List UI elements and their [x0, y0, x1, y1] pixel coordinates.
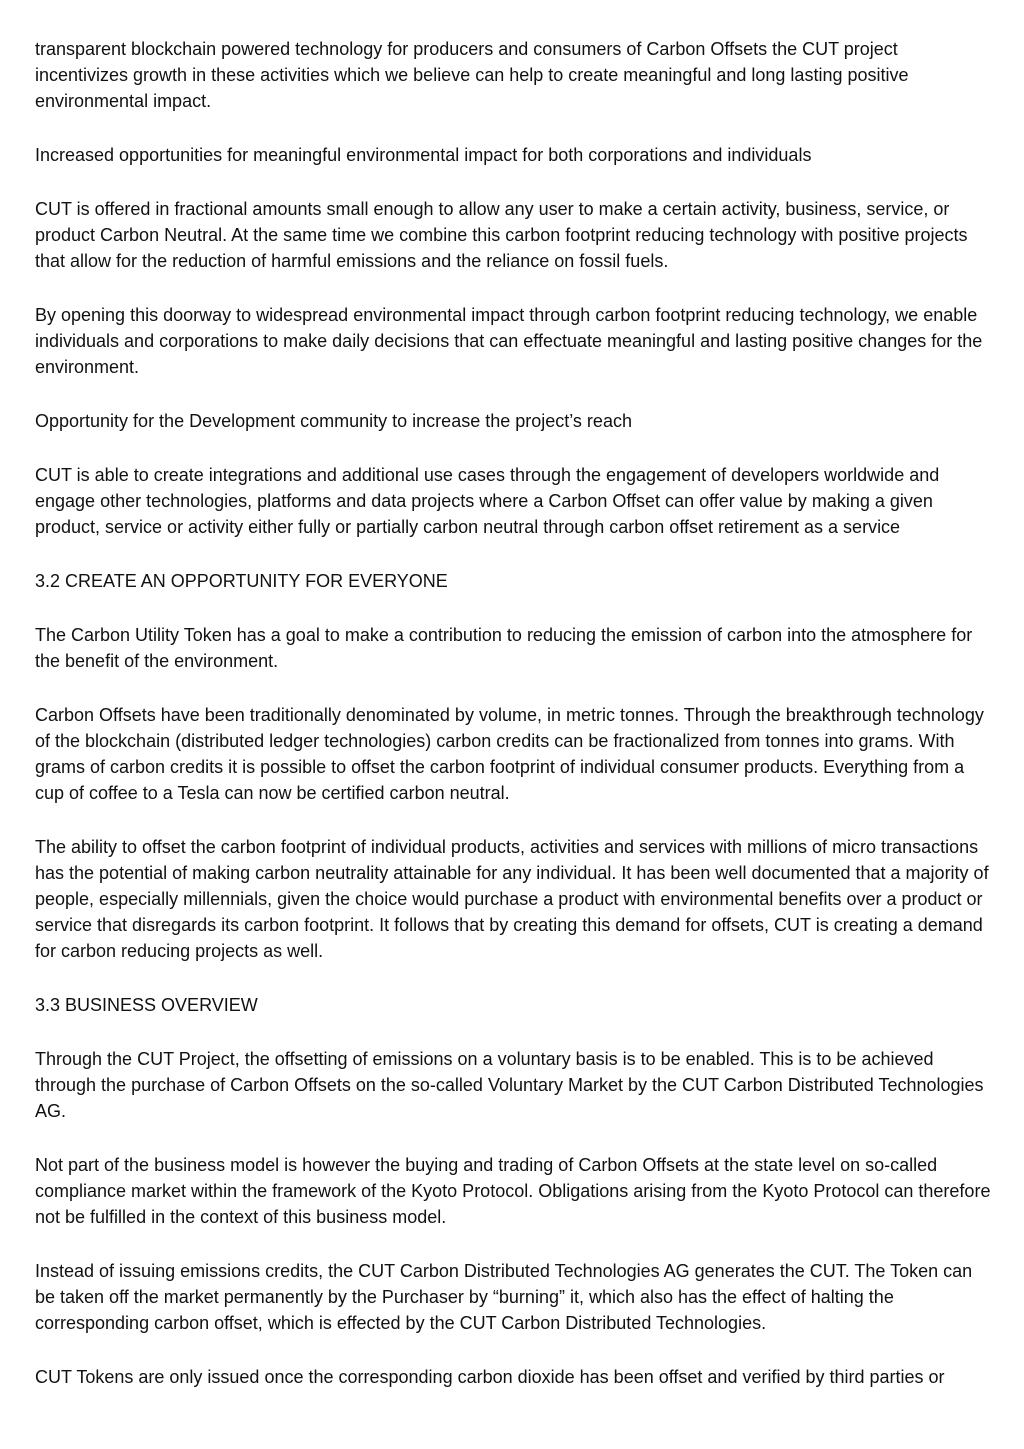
paragraph-token-issuance: CUT Tokens are only issued once the corresponding carbon dioxide has been offset and verified by third parties or — [35, 1367, 945, 1387]
section-heading-3-2: 3.2 CREATE AN OPPORTUNITY FOR EVERYONE — [35, 571, 448, 591]
paragraph-fractional-amounts: CUT is offered in fractional amounts small enough to allow any user to make a certain activity, business, service, or product Carbon Neutral. At the same time we combine this carbon footprint reducing technology with positive projects that allow for the reduction of harmful emissions and the reliance on fossil fuels. — [35, 199, 968, 271]
paragraph-intro-continued: transparent blockchain powered technology for producers and consumers of Carbon Offsets the CUT project incentivizes growth in these activities which we believe can help to create meaningful and long lasting positive environmental impact. — [35, 39, 909, 111]
subheading-environmental-impact: Increased opportunities for meaningful environmental impact for both corporations and individuals — [35, 145, 812, 165]
paragraph-widespread-impact: By opening this doorway to widespread environmental impact through carbon footprint reducing technology, we enable individuals and corporations to make daily decisions that can effectuate meaningful and lasting positive changes for the environment. — [35, 305, 983, 377]
subheading-development-community: Opportunity for the Development community to increase the project’s reach — [35, 411, 632, 431]
paragraph-token-goal: The Carbon Utility Token has a goal to make a contribution to reducing the emission of carbon into the atmosphere for the benefit of the environment. — [35, 625, 973, 671]
paragraph-compliance-market: Not part of the business model is however the buying and trading of Carbon Offsets at the state level on so-called compliance market within the framework of the Kyoto Protocol. Obligations arising from the Kyoto Protocol can therefore not be fulfilled in the context of this business model. — [35, 1155, 991, 1227]
paragraph-integrations: CUT is able to create integrations and additional use cases through the engagement of developers worldwide and engage other technologies, platforms and data projects where a Carbon Offset can offer value by making a given product, service or activity either fully or partially carbon neutral through carbon offset retirement as a service — [35, 465, 940, 537]
paragraph-fractionalization: Carbon Offsets have been traditionally denominated by volume, in metric tonnes. Through the breakthrough technology of the blockchain (distributed ledger technologies) carbon credits can be fractionalized from tonnes into grams. With grams of carbon credits it is possible to offset the carbon footprint of individual consumer products. Everything from a cup of coffee to a Tesla can now be certified carbon neutral. — [35, 705, 984, 803]
section-heading-3-3: 3.3 BUSINESS OVERVIEW — [35, 995, 258, 1015]
paragraph-voluntary-market: Through the CUT Project, the offsetting of emissions on a voluntary basis is to be enabled. This is to be achieved through the purchase of Carbon Offsets on the so-called Voluntary Market by the CUT Carbon Distributed Technologies AG. — [35, 1049, 984, 1121]
paragraph-micro-transactions: The ability to offset the carbon footprint of individual products, activities and services with millions of micro transactions has the potential of making carbon neutrality attainable for any individual. It has been well documented that a majority of people, especially millennials, given the choice would purchase a product with environmental benefits over a product or service that disregards its carbon footprint. It follows that by creating this demand for offsets, CUT is creating a demand for carbon reducing projects as well. — [35, 837, 989, 961]
paragraph-token-burning: Instead of issuing emissions credits, the CUT Carbon Distributed Technologies AG generates the CUT. The Token can be taken off the market permanently by the Purchaser by “burning” it, which also has the effect of halting the corresponding carbon offset, which is effected by the CUT Carbon Distributed Technologies. — [35, 1261, 973, 1333]
document-page — [35, 36, 995, 1418]
